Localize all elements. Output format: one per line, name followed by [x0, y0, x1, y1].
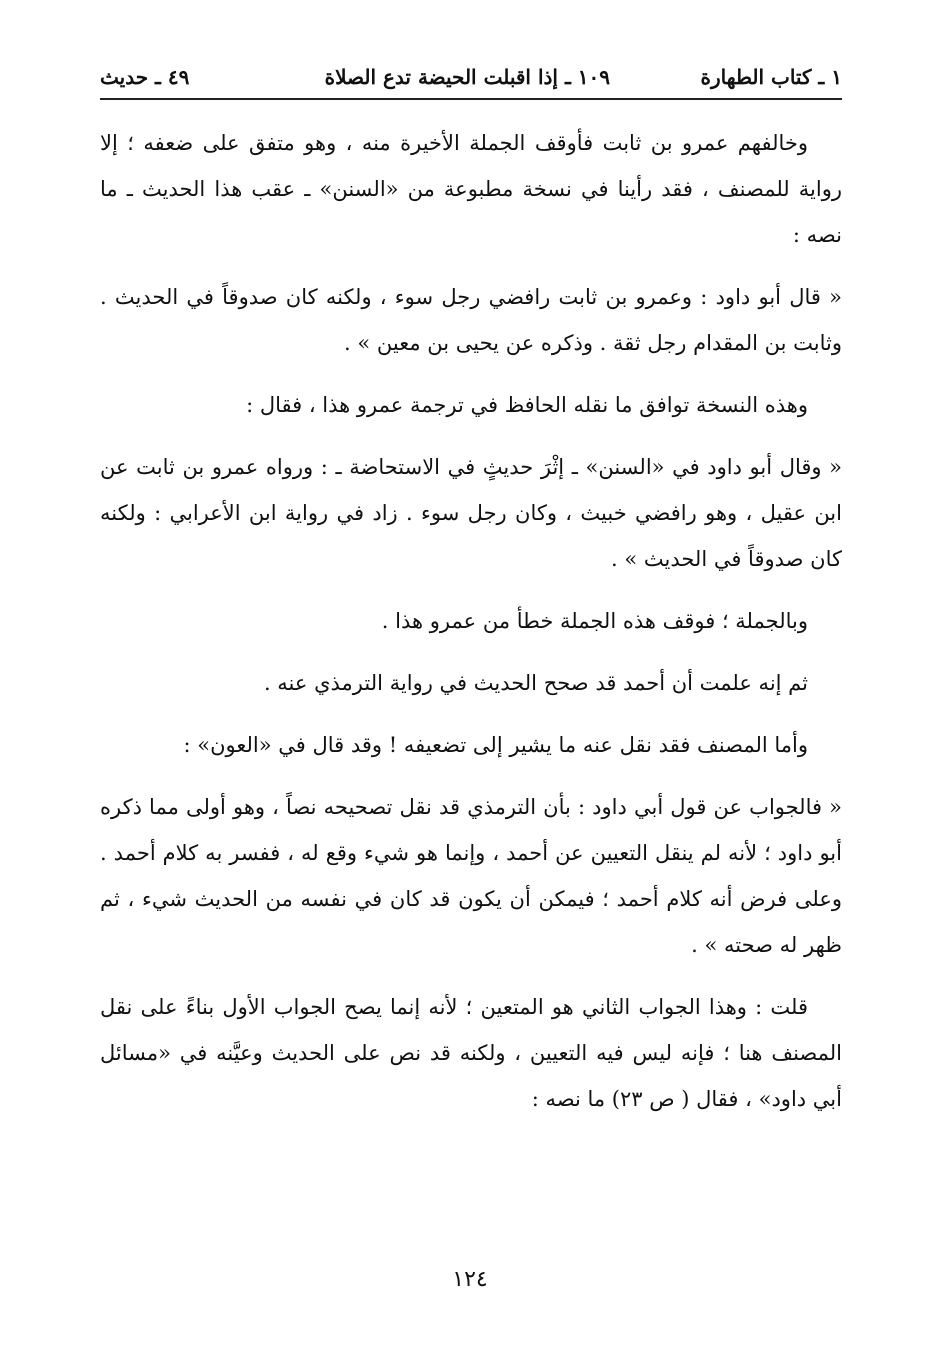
paragraph-second-answer: قلت : وهذا الجواب الثاني هو المتعين ؛ لأنه إنما يصح الجواب الأول بناءً على نقل المصنف هنا ؛ فإنه ليس فيه التعيين ، ولكنه قد نص على الحديث وعيَّنه في «مسائل أبي داود» ، فقال ( ص ٢٣) ما نصه :: [100, 995, 842, 1111]
paragraph-ahmad-authentication: ثم إنه علمت أن أحمد قد صحح الحديث في رواية الترمذي عنه .: [263, 671, 808, 695]
header-divider: [100, 98, 842, 100]
quote-hafiz: « وقال أبو داود في «السنن» ـ إثْرَ حديثٍ في الاستحاضة ـ : ورواه عمرو بن ثابت عن ابن عقيل ، وهو رافضي خبيث ، وكان رجل سوء . زاد في رواية ابن الأعرابي : ولكنه كان صدوقاً في الحديث » .: [100, 455, 842, 571]
page-body: [100, 120, 842, 1138]
header-chapter-title: ١٠٩ ـ إذا اقبلت الحيضة تدع الصلاة: [324, 65, 610, 89]
running-header: [100, 62, 842, 92]
paragraph-author-aun: وأما المصنف فقد نقل عنه ما يشير إلى تضعيفه ! وقد قال في «العون» :: [183, 733, 808, 757]
page-number: ١٢٤: [452, 1267, 488, 1292]
quote-abu-dawud: « قال أبو داود : وعمرو بن ثابت رافضي رجل سوء ، ولكنه كان صدوقاً في الحديث . وثابت بن المقدام رجل ثقة . وذكره عن يحيى بن معين » .: [100, 285, 842, 355]
header-book-title: ١ ـ كتاب الطهارة: [700, 65, 842, 89]
paragraph-conclusion: وبالجملة ؛ فوقف هذه الجملة خطأ من عمرو هذا .: [381, 609, 808, 633]
quote-aun: « فالجواب عن قول أبي داود : بأن الترمذي قد نقل تصحيحه نصاً ، وهو أولى مما ذكره أبو داود ؛ لأنه لم ينقل التعيين عن أحمد ، وإنما هو شيء وقع له ، ففسر به كلام أحمد . وعلى فرض أنه كلام أحمد ؛ فيمكن أن يكون قد كان في نفسه من الحديث شيء ، ثم ظهر له صحته » .: [100, 795, 842, 957]
paragraph-amr-ibn-thabit: وخالفهم عمرو بن ثابت فأوقف الجملة الأخيرة منه ، وهو متفق على ضعفه ؛ إلا رواية للمصنف ، فقد رأينا في نسخة مطبوعة من «السنن» ـ عقب هذا الحديث ـ ما نصه :: [100, 131, 842, 247]
header-hadith-number: ٤٩ ـ حديث: [100, 65, 190, 89]
paragraph-hafiz-copy: وهذه النسخة توافق ما نقله الحافظ في ترجمة عمرو هذا ، فقال :: [246, 393, 808, 417]
